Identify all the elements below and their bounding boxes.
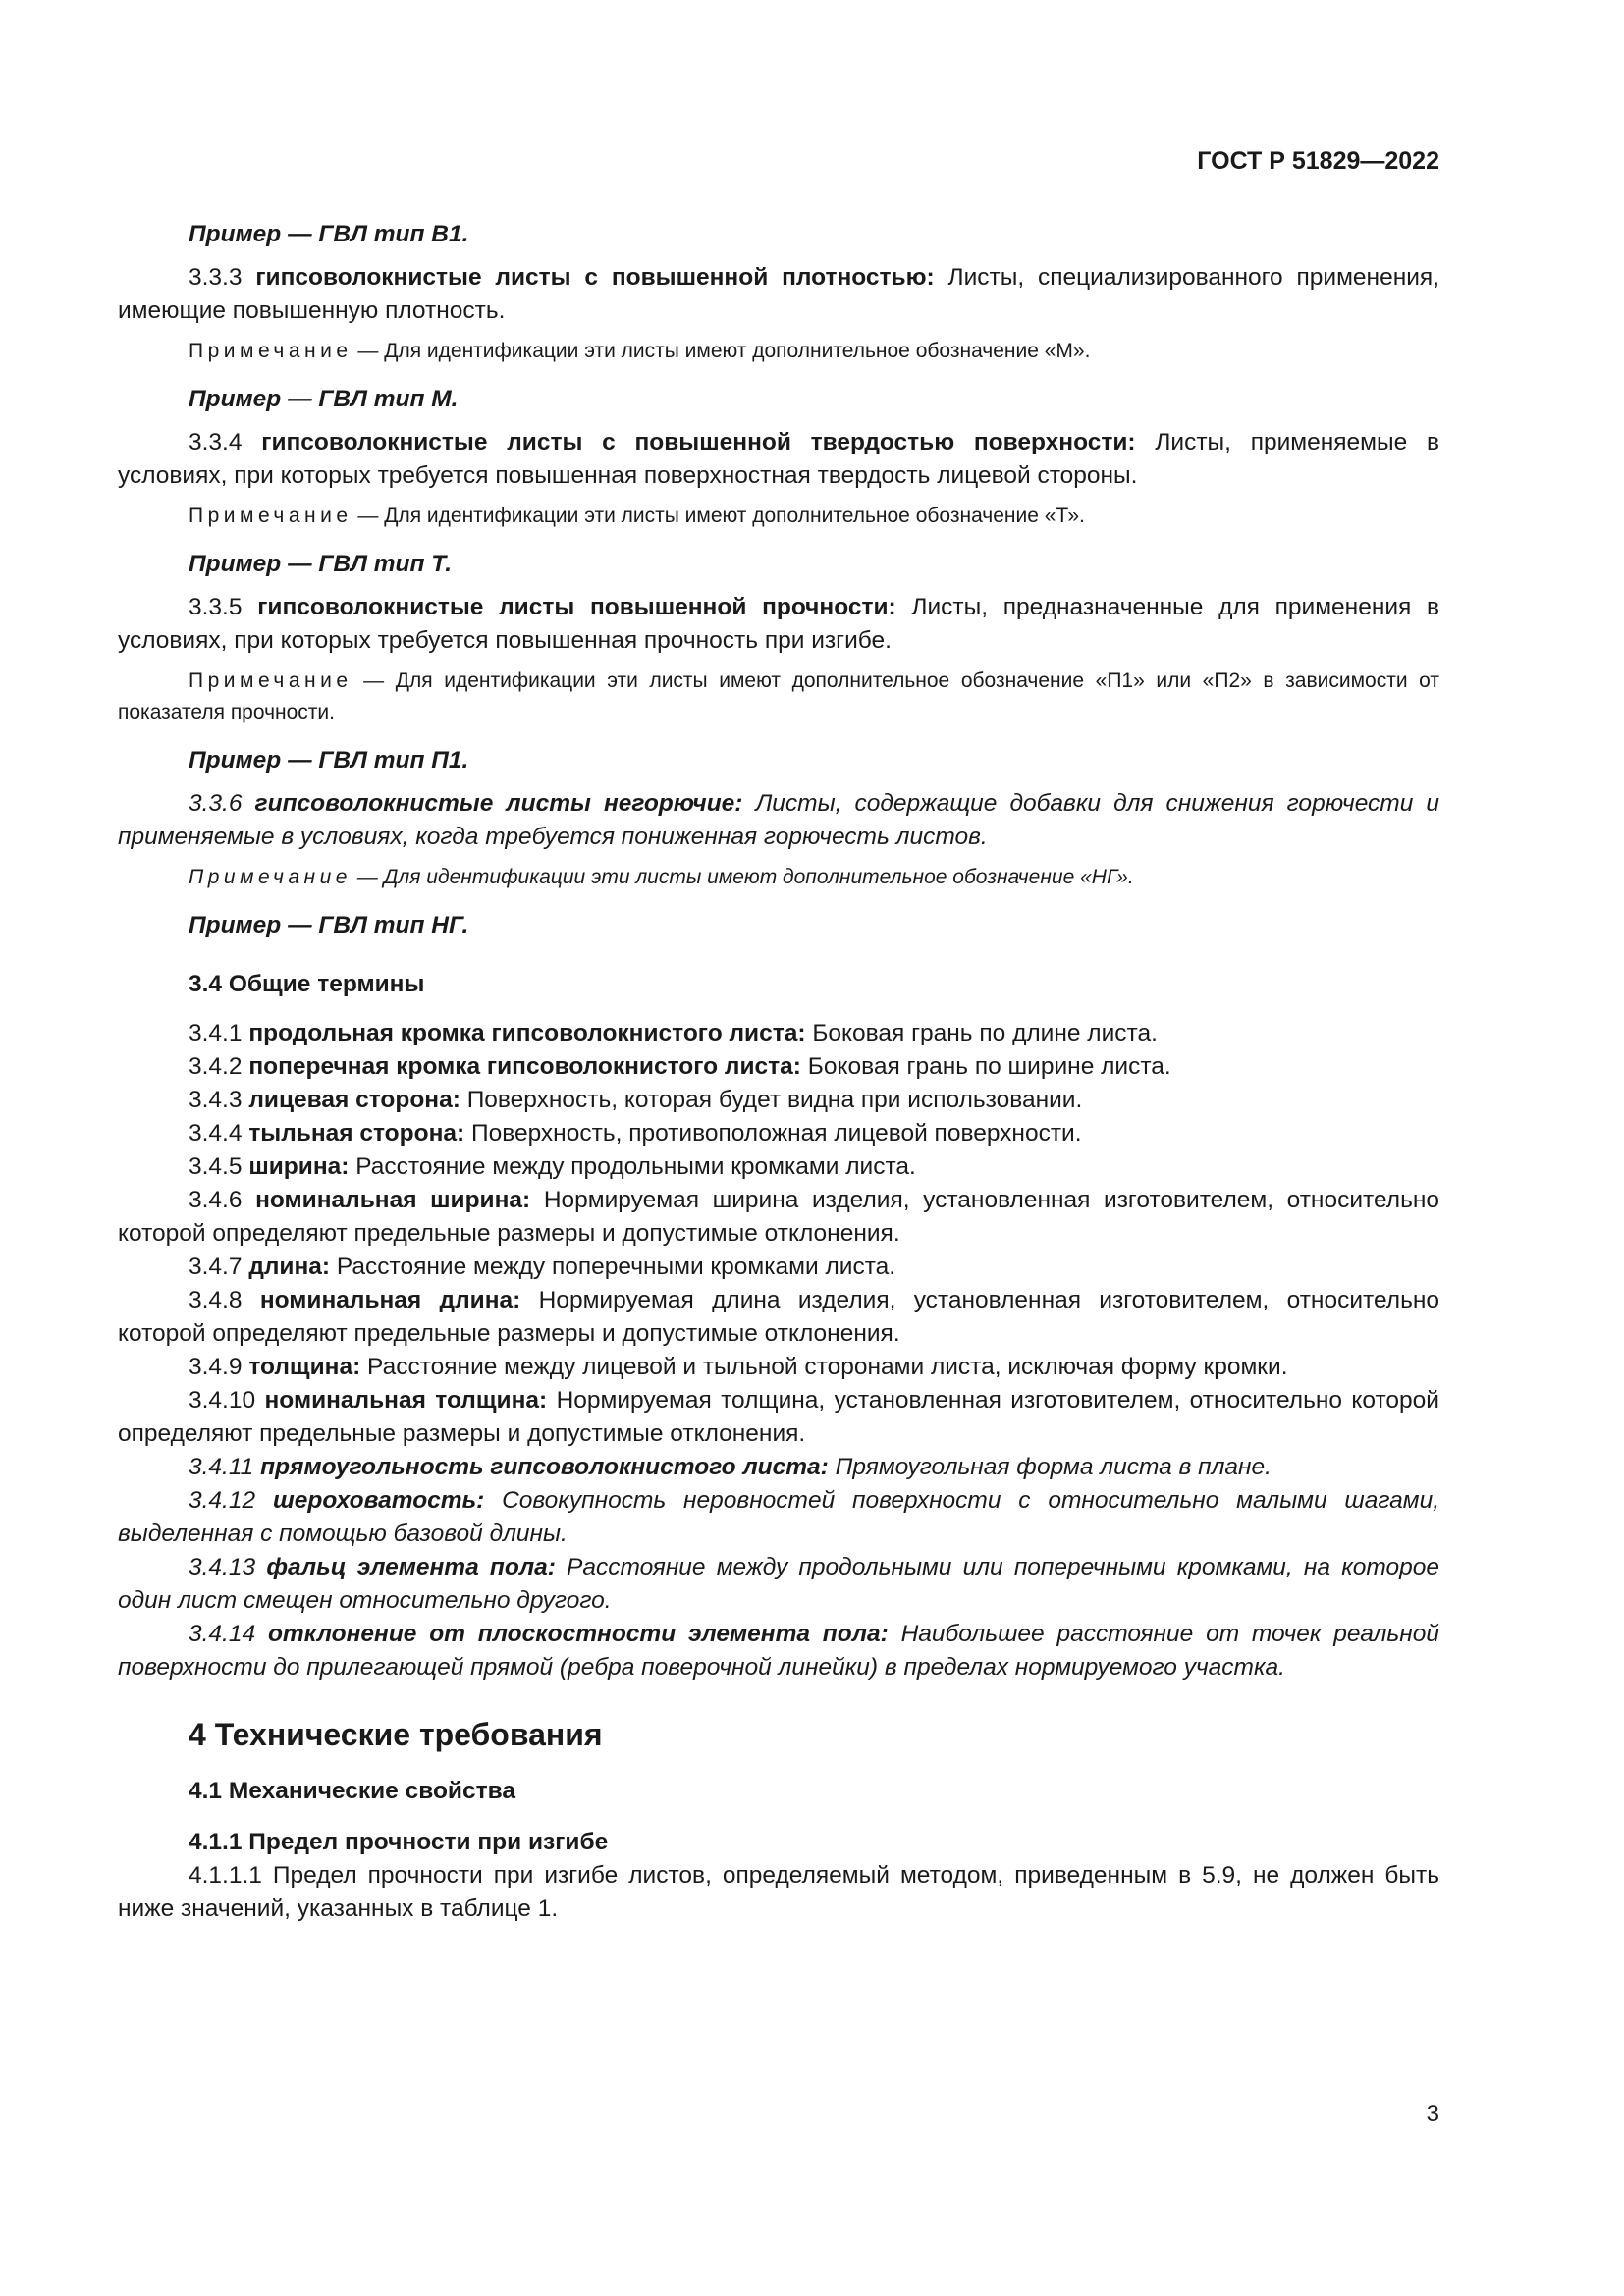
term-3-4-2: 3.4.2 поперечная кромка гипсоволокнистого листа: Боковая грань по ширине листа. (189, 1053, 1171, 1080)
example-p1: Пример — ГВЛ тип П1. (189, 747, 469, 774)
document-code-header: ГОСТ Р 51829—2022 (1197, 147, 1439, 175)
term-3-4-13: 3.4.13 фальц элемента пола: Расстояние между продольными или поперечными кромками, на которое один лист смещен относительно другого. (118, 1554, 1440, 1614)
section-heading-4-1: 4.1 Механические свойства (189, 1778, 515, 1804)
term-3-4-6: 3.4.6 номинальная ширина: Нормируемая ширина изделия, установленная изготовителем, относительно которой определяют предельные размеры и допустимые отклонения. (118, 1187, 1439, 1247)
term-3-4-10: 3.4.10 номинальная толщина: Нормируемая толщина, установленная изготовителем, относительно которой определяют предельные размеры и допустимые отклонения. (118, 1387, 1439, 1447)
paragraph-4-1-1-1: 4.1.1.1 Предел прочности при изгибе листов, определяемый методом, приведенным в 5.9, не должен быть ниже значений, указанных в таблице 1. (118, 1862, 1439, 1922)
note-3-3-3: Примечание — Для идентификации эти листы имеют дополнительное обозначение «М». (189, 340, 1091, 362)
term-3-3-5: 3.3.5 гипсоволокнистые листы повышенной прочности: Листы, предназначенные для применения в условиях, при которых требуется повышенная прочность при изгибе. (118, 594, 1440, 654)
term-3-3-6: 3.3.6 гипсоволокнистые листы негорючие: Листы, содержащие добавки для снижения горючести и применяемые в условиях, когда требуется пониженная горючесть листов. (118, 790, 1439, 850)
term-3-4-5: 3.4.5 ширина: Расстояние между продольными кромками листа. (189, 1153, 916, 1180)
example-t: Пример — ГВЛ тип Т. (189, 551, 453, 577)
general-terms-list (118, 1017, 1439, 1684)
term-3-4-14: 3.4.14 отклонение от плоскостности элемента пола: Наибольшее расстояние от точек реальной поверхности до прилегающей прямой (ребра поверочной линейки) в пределах нормируемого участка. (118, 1621, 1440, 1681)
document-body (118, 218, 1439, 1926)
term-3-4-8: 3.4.8 номинальная длина: Нормируемая длина изделия, установленная изготовителем, относительно которой определяют предельные размеры и допустимые отклонения. (118, 1287, 1439, 1347)
term-3-4-7: 3.4.7 длина: Расстояние между поперечными кромками листа. (189, 1254, 896, 1280)
term-3-4-11: 3.4.11 прямоугольность гипсоволокнистого листа: Прямоугольная форма листа в плане. (189, 1454, 1272, 1480)
note-3-3-5: Примечание — Для идентификации эти листы имеют дополнительное обозначение «П1» или «П2» в зависимости от показателя прочности. (118, 669, 1439, 723)
section-heading-4: 4 Технические требования (189, 1717, 603, 1752)
page-number: 3 (1426, 2101, 1439, 2127)
term-3-4-4: 3.4.4 тыльная сторона: Поверхность, противоположная лицевой поверхности. (189, 1120, 1082, 1147)
term-3-4-12: 3.4.12 шероховатость: Совокупность неровностей поверхности с относительно малыми шагами, выделенная с помощью базовой длины. (118, 1487, 1440, 1547)
example-ng: Пример — ГВЛ тип НГ. (189, 912, 469, 938)
term-3-4-9: 3.4.9 толщина: Расстояние между лицевой и тыльной сторонами листа, исключая форму кромки. (189, 1354, 1288, 1380)
note-3-3-6: Примечание — Для идентификации эти листы имеют дополнительное обозначение «НГ». (189, 866, 1134, 888)
term-3-3-3: 3.3.3 гипсоволокнистые листы с повышенной плотностью: Листы, специализированного применения, имеющие повышенную плотность. (118, 264, 1439, 324)
section-heading-3-4: 3.4 Общие термины (189, 971, 425, 997)
term-3-4-1: 3.4.1 продольная кромка гипсоволокнистого листа: Боковая грань по длине листа. (189, 1020, 1158, 1046)
section-heading-4-1-1: 4.1.1 Предел прочности при изгибе (189, 1829, 609, 1855)
term-3-3-4: 3.3.4 гипсоволокнистые листы с повышенной твердостью поверхности: Листы, применяемые в условиях, при которых требуется повышенная поверхностная твердость лицевой стороны. (118, 429, 1439, 489)
note-3-3-4: Примечание — Для идентификации эти листы имеют дополнительное обозначение «Т». (189, 505, 1085, 527)
example-b1: Пример — ГВЛ тип В1. (189, 221, 469, 247)
term-3-4-3: 3.4.3 лицевая сторона: Поверхность, которая будет видна при использовании. (189, 1087, 1083, 1113)
example-m: Пример — ГВЛ тип М. (189, 386, 459, 412)
